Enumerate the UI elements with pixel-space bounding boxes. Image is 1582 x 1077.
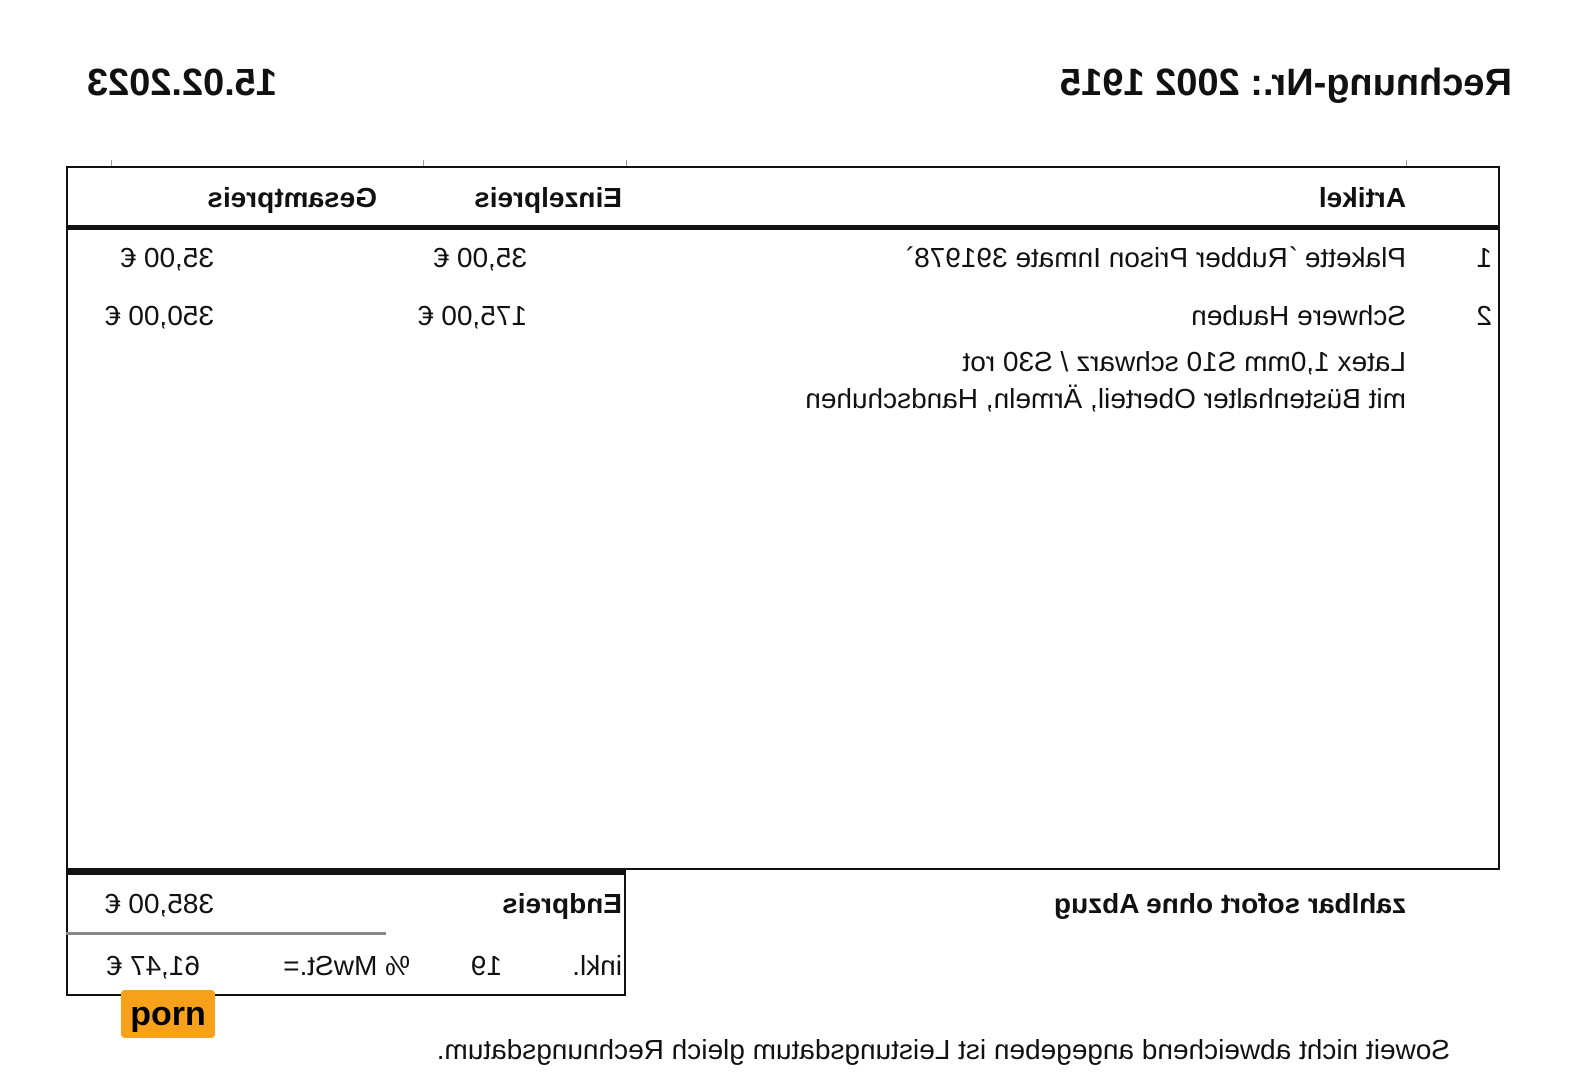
vat-rate: 19 xyxy=(470,950,502,981)
payment-terms: zahlbar sofort ohne Abzug xyxy=(1053,888,1406,919)
final-price-label: Endpreis xyxy=(502,888,622,919)
table-row-total-price: 35,00 € xyxy=(120,242,214,273)
invoice-number: Rechnung-Nr.: 2002 1915 xyxy=(1060,62,1512,104)
table-row-total-price: 350,00 € xyxy=(105,300,214,331)
invoice-date: 15.02.2023 xyxy=(86,62,277,104)
table-row-detail: Latex 1,0mm S10 schwarz / S30 rot xyxy=(962,346,1406,377)
table-row-article: Schwere Hauben xyxy=(1191,300,1406,331)
table-header-divider xyxy=(66,225,1500,230)
table-row-unit-price: 35,00 € xyxy=(433,242,527,273)
column-header-article: Artikel xyxy=(1318,182,1406,213)
final-price-value: 385,00 € xyxy=(105,888,214,919)
vat-prefix: inkl. xyxy=(572,950,622,981)
table-row-unit-price: 175,00 € xyxy=(418,300,527,331)
watermark-badge: porn xyxy=(121,990,215,1038)
table-row-pos: 1 xyxy=(1476,242,1492,273)
column-header-unit-price: Einzelpreis xyxy=(474,182,622,213)
table-row-article: Plakette ´Rubber Prison Inmate 391978` xyxy=(904,242,1406,273)
vat-value: 61,47 € xyxy=(106,950,200,981)
table-row-detail: mit Büstenhalter Oberteil, Ärmeln, Handschuhen xyxy=(805,383,1406,414)
table-row-pos: 2 xyxy=(1476,300,1492,331)
footer-note: Soweit nicht abweichend angegeben ist Leistungsdatum gleich Rechnungsdatum. xyxy=(436,1034,1450,1065)
summary-divider xyxy=(66,932,386,935)
column-header-total-price: Gesamtpreis xyxy=(207,182,377,213)
vat-label: % MwSt.= xyxy=(283,950,410,981)
